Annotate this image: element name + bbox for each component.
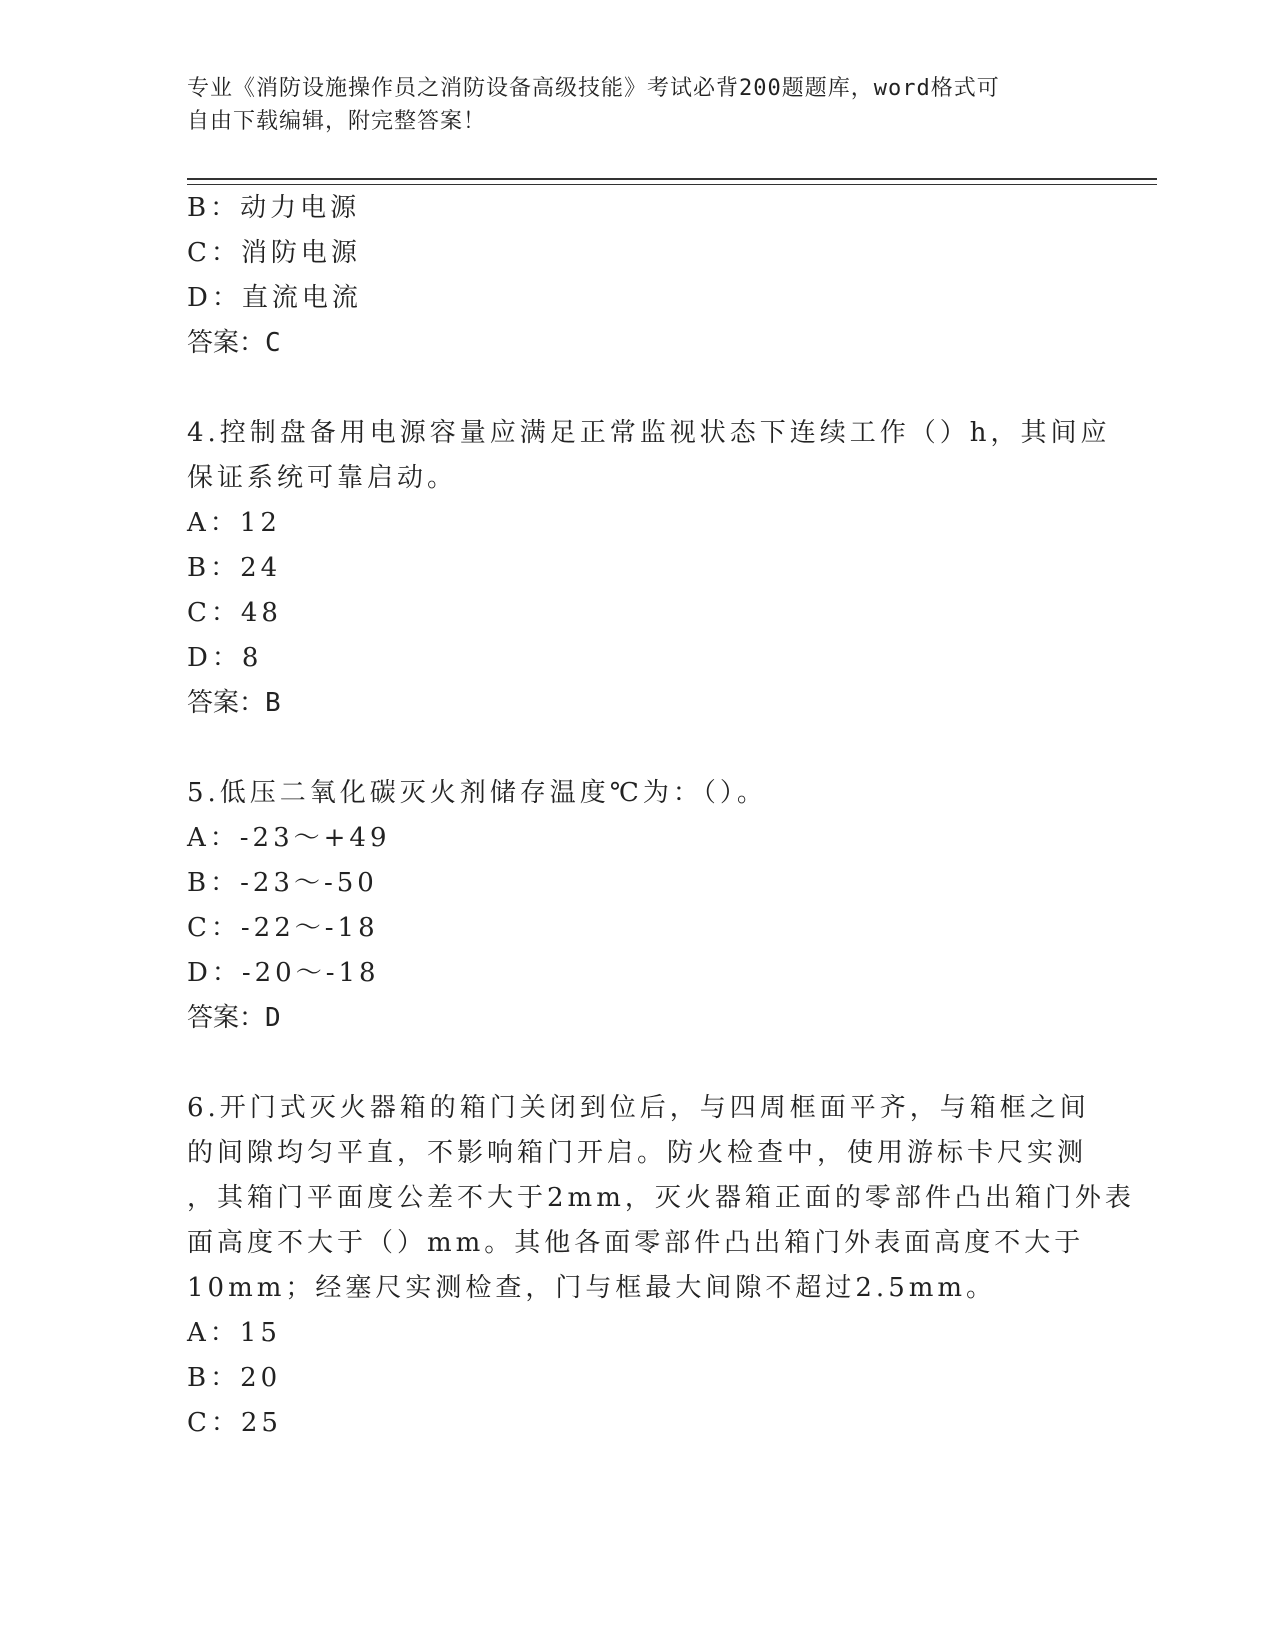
q5-option-a: A：-23～+49	[187, 823, 391, 853]
q4-option-a: A：12	[187, 508, 281, 538]
q6-stem-line-2: 的间隙均匀平直，不影响箱门开启。防火检查中，使用游标卡尺实测	[187, 1138, 1088, 1168]
q5-stem-line-1: 5.低压二氧化碳灭火剂储存温度℃为：（）。	[187, 778, 767, 808]
q6-stem-line-5: 10mm；经塞尺实测检查，门与框最大间隙不超过2.5mm。	[187, 1273, 997, 1303]
q6-stem-line-3: ，其箱门平面度公差不大于2mm，灭火器箱正面的零部件凸出箱门外表	[187, 1183, 1135, 1213]
q4-option-d: D：8	[187, 643, 263, 673]
q5-option-b: B：-23～-50	[187, 868, 378, 898]
q4-stem-line-2: 保证系统可靠启动。	[187, 463, 458, 493]
q6-option-b: B：20	[187, 1363, 282, 1393]
q5-option-c: C：-22～-18	[187, 913, 379, 943]
q4-option-c: C：48	[187, 598, 282, 628]
document-header	[187, 72, 1087, 138]
q6-option-a: A：15	[187, 1318, 281, 1348]
q6-stem-line-1: 6.开门式灭火器箱的箱门关闭到位后，与四周框面平齐，与箱框之间	[187, 1093, 1090, 1123]
q3-option-c: C：消防电源	[187, 238, 361, 268]
q5-answer: 答案：D	[187, 1003, 281, 1033]
q5-option-d: D：-20～-18	[187, 958, 380, 988]
header-divider-thick	[187, 178, 1157, 180]
header-line-2: 自由下载编辑，附完整答案！	[187, 109, 487, 134]
header-divider-thin	[187, 184, 1157, 185]
q4-option-b: B：24	[187, 553, 282, 583]
q4-stem-line-1: 4.控制盘备用电源容量应满足正常监视状态下连续工作（）h，其间应	[187, 418, 1111, 448]
q3-answer: 答案：C	[187, 328, 281, 358]
q6-option-c: C：25	[187, 1408, 282, 1438]
q3-option-b: B：动力电源	[187, 193, 361, 223]
q3-option-d: D：直流电流	[187, 283, 362, 313]
q4-answer: 答案：B	[187, 688, 281, 718]
header-line-1: 专业《消防设施操作员之消防设备高级技能》考试必背200题题库，word格式可	[187, 76, 1000, 101]
q6-stem-line-4: 面高度不大于（）mm。其他各面零部件凸出箱门外表面高度不大于	[187, 1228, 1085, 1258]
